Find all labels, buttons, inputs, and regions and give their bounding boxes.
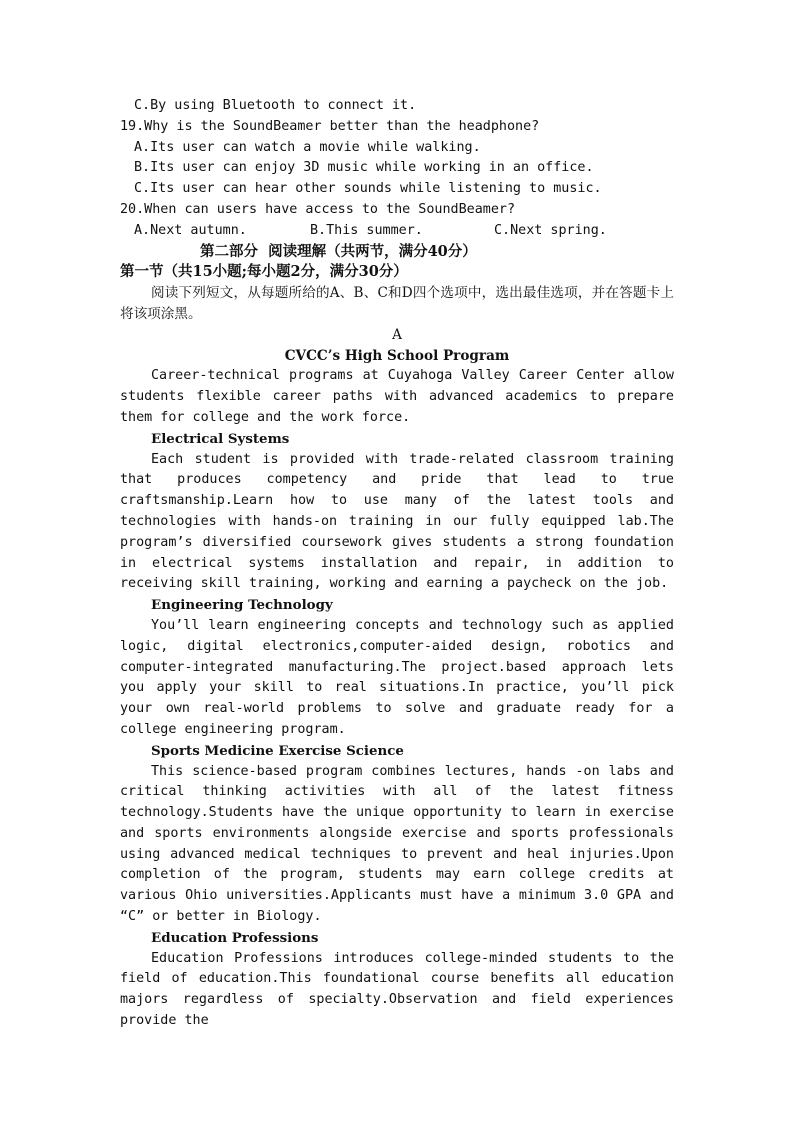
passage-letter: A — [392, 326, 402, 343]
q18-option-c: C.By using Bluetooth to connect it. — [134, 98, 417, 113]
part-two-title: 第二部分 阅读理解（共两节，满分40分） — [200, 242, 477, 260]
q20-options — [120, 221, 674, 242]
q19-option-b: B.Its user can enjoy 3D music while working in an office. — [134, 160, 594, 176]
q20-option-c: C.Next spring. — [494, 222, 607, 238]
q20-option-b: B.This summer. — [310, 222, 423, 238]
program-heading-education: Education Professions — [151, 929, 319, 946]
q19-option-a: A.Its user can watch a movie while walking. — [134, 139, 481, 155]
program-text-education: Education Professions introduces college-minded students to the field of education.This foundational course benefits all education majors regardless of specialty.Observation and field experiences provide the — [120, 950, 674, 1029]
q19-question: 19.Why is the SoundBeamer better than the headphone? — [120, 118, 540, 134]
q20-option-a: A.Next autumn. — [134, 222, 247, 238]
program-text-electrical: Each student is provided with trade-related classroom training that produces competency and pride that lead to true craftsmanship.Learn how to use many of the latest tools and technologies with hands-on training in our fully equipped lab.The program’s diversified coursework gives students a strong foundation in electrical systems installation and repair, in addition to receiving skill training, working and earning a paycheck on the job. — [120, 451, 674, 592]
program-heading-electrical: Electrical Systems — [151, 430, 290, 447]
passage-title: CVCC’s High School Program — [284, 347, 510, 364]
program-text-sports-medicine: This science-based program combines lectures, hands -on labs and critical thinking activities with all of the latest fitness technology.Students have the unique opportunity to learn in exercise and sports environments alongside exercise and sports professionals using advanced medical techniques to prevent and heal injuries.Upon completion of the program, students may earn college credits at various Ohio universities.Applicants must have a minimum 3.0 GPA and “C” or better in Biology. — [120, 763, 674, 925]
q19-option-c: C.Its user can hear other sounds while listening to music. — [134, 181, 602, 197]
q20-question: 20.When can users have access to the SoundBeamer? — [120, 201, 516, 217]
program-heading-engineering: Engineering Technology — [151, 597, 333, 614]
exam-page — [120, 96, 674, 1032]
reading-instructions: 阅读下列短文，从每题所给的A、B、C和D四个选项中，选出最佳选项，并在答题卡上将该项涂黑。 — [120, 285, 674, 322]
program-heading-sports-medicine: Sports Medicine Exercise Science — [151, 742, 404, 759]
section-one-title: 第一节（共15小题;每小题2分，满分30分） — [120, 263, 408, 281]
passage-intro: Career-technical programs at Cuyahoga Valley Career Center allow students flexible career paths with advanced academics to prepare them for college and the work force. — [120, 368, 674, 425]
program-text-engineering: You’ll learn engineering concepts and technology such as applied logic, digital electronics,computer-aided design, robotics and computer-integrated manufacturing.The project.based approach lets you apply your skill to real situations.In practice, you’ll pick your own real-world problems to solve and graduate ready for a college engineering program. — [120, 617, 674, 737]
